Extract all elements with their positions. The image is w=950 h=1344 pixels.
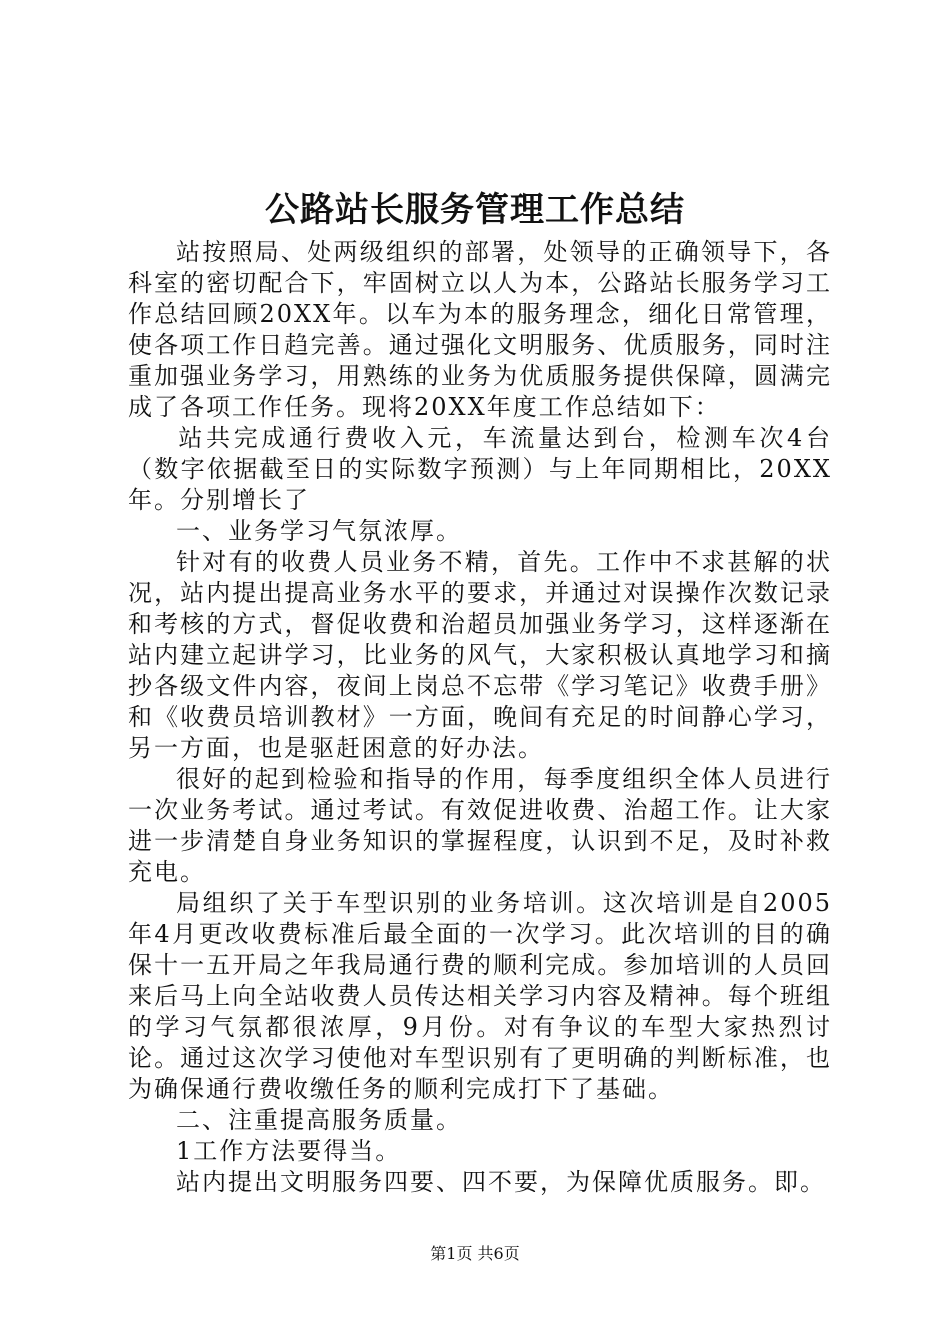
paragraph-intro: 站按照局、处两级组织的部署，处领导的正确领导下，各科室的密切配合下，牢固树立以人为本，公路站长服务学习工作总结回顾20XX年。以车为本的服务理念，细化日常管理，使各项工作日趋完善。通过强化文明服务、优质服务，同时注重加强业务学习，用熟练的业务为优质服务提供保障，圆满完成了各项工作任务。现将20XX年度工作总结如下： <box>128 238 832 421</box>
paragraph-training: 局组织了关于车型识别的业务培训。这次培训是自2005年4月更改收费标准后最全面的一次学习。此次培训的目的确保十一五开局之年我局通行费的顺利完成。参加培训的人员回来后马上向全站收费人员传达相关学习内容及精神。每个班组的学习气氛都很浓厚，9月份。对有争议的车型大家热烈讨论。通过这次学习使他对车型识别有了更明确的判断标准，也为确保通行费收缴任务的顺利完成打下了基础。 <box>128 889 832 1103</box>
subsection-heading-1: 1工作方法要得当。 <box>176 1137 402 1165</box>
paragraph-statistics: 站共完成通行费收入元，车流量达到台，检测车次4台（数字依据截至日的实际数字预测）与上年同期相比，20XX年。分别增长了 <box>128 424 832 514</box>
section-heading-1: 一、业务学习气氛浓厚。 <box>176 517 462 545</box>
paragraph-study-2: 很好的起到检验和指导的作用，每季度组织全体人员进行一次业务考试。通过考试。有效促进收费、治超工作。让大家进一步清楚自身业务知识的掌握程度，认识到不足，及时补救充电。 <box>128 765 832 886</box>
document-title: 公路站长服务管理工作总结 <box>265 190 685 230</box>
section-heading-2: 二、注重提高服务质量。 <box>176 1106 462 1134</box>
paragraph-service: 站内提出文明服务四要、四不要，为保障优质服务。即。 <box>176 1168 826 1196</box>
page-number-footer: 第1页 共6页 <box>430 1244 520 1263</box>
paragraph-study-1: 针对有的收费人员业务不精，首先。工作中不求甚解的状况，站内提出提高业务水平的要求，并通过对误操作次数记录和考核的方式，督促收费和治超员加强业务学习，这样逐渐在站内建立起讲学习，比业务的风气，大家积极认真地学习和摘抄各级文件内容，夜间上岗总不忘带《学习笔记》收费手册》和《收费员培训教材》一方面，晚间有充足的时间静心学习，另一方面，也是驱赶困意的好办法。 <box>128 548 832 762</box>
document-body <box>128 237 832 1198</box>
